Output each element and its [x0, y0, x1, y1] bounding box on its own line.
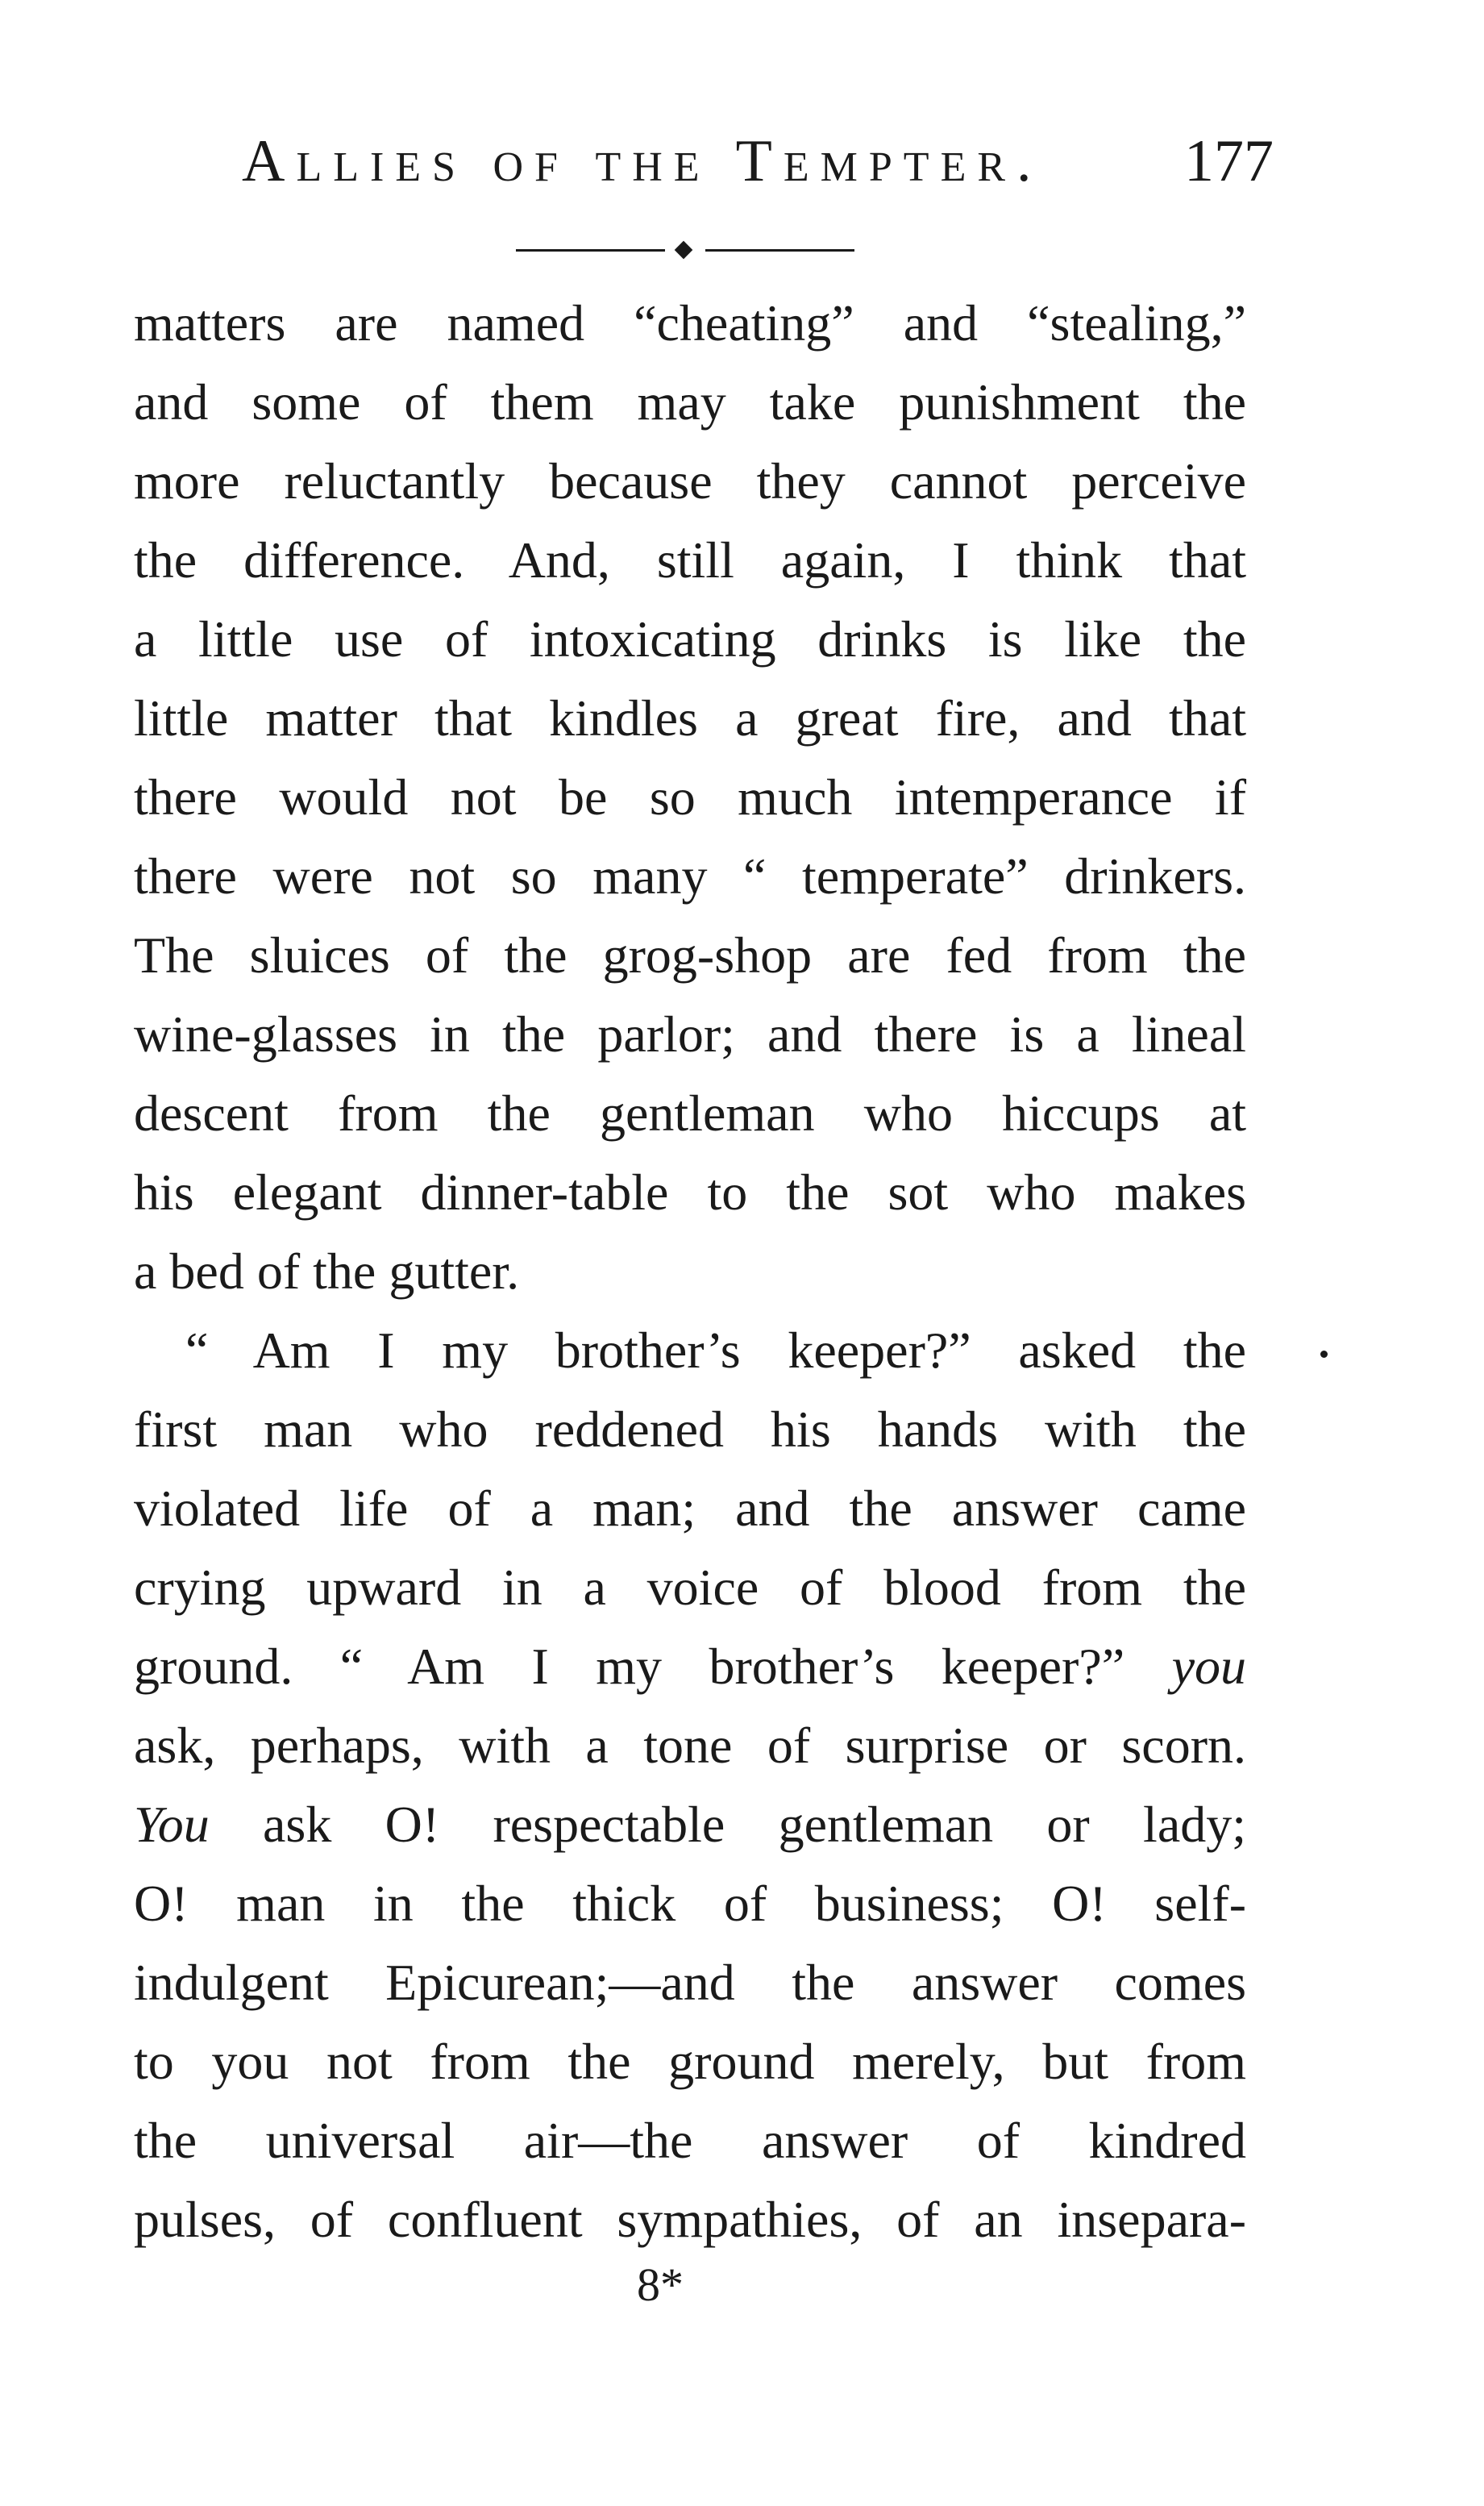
text-line: descent from the gentleman who hiccups at	[134, 1084, 1246, 1142]
text-line: his elegant dinner-table to the sot who makes	[134, 1164, 1246, 1221]
signature-mark: 8*	[637, 2258, 684, 2311]
running-title: Allies of the Tempter.	[242, 128, 1043, 194]
text-line: there were not so many “ temperate” drinkers.	[134, 847, 1246, 905]
text-line: a little use of intoxicating drinks is like the	[134, 610, 1246, 668]
text-line: more reluctantly because they cannot perceive	[134, 452, 1246, 510]
text-line: and some of them may take punishment the	[134, 373, 1246, 431]
print-speck	[1320, 1351, 1328, 1358]
body-text	[134, 284, 1246, 2259]
page-number: 177	[1184, 128, 1274, 194]
paragraph-start-line: “ Am I my brother’s keeper?” asked the	[185, 1322, 1246, 1379]
rule-ornament-icon	[516, 240, 854, 260]
text-line: first man who reddened his hands with the	[134, 1401, 1246, 1458]
running-head	[242, 127, 1274, 200]
text-line: violated life of a man; and the answer came	[134, 1480, 1246, 1537]
paragraph-end-line: a bed of the gutter.	[134, 1243, 520, 1300]
italic-word: you	[1171, 1638, 1246, 1695]
text-line: ask, perhaps, with a tone of surprise or scorn.	[134, 1717, 1246, 1774]
text-line: The sluices of the grog-shop are fed from the	[134, 926, 1246, 984]
text-line: crying upward in a voice of blood from the	[134, 1559, 1246, 1616]
text-line: there would not be so much intemperance if	[134, 768, 1246, 826]
text-line: pulses, of confluent sympathies, of an insepara-	[134, 2191, 1246, 2248]
text-line: matters are named “cheating” and “stealing,”	[134, 294, 1246, 352]
italic-word: You	[134, 1796, 210, 1853]
ornament-rule-right	[705, 249, 854, 252]
ornament-diamond	[675, 241, 693, 260]
text-line: little matter that kindles a great fire, and that	[134, 689, 1246, 747]
text-line: O! man in the thick of business; O! self-	[134, 1875, 1246, 1932]
text-segment: ask O! respectable gentleman or lady;	[209, 1796, 1246, 1853]
text-line: the difference. And, still again, I think that	[134, 531, 1246, 589]
text-line: the universal air—the answer of kindred	[134, 2112, 1246, 2169]
text-line-with-italic	[134, 1785, 1246, 1864]
text-line-with-italic	[134, 1627, 1246, 1706]
text-line: to you not from the ground merely, but from	[134, 2033, 1246, 2090]
text-line: indulgent Epicurean;—and the answer comes	[134, 1954, 1246, 2011]
text-segment: ground. “ Am I my brother’s keeper?”	[134, 1638, 1172, 1695]
ornament-rule-left	[516, 249, 665, 252]
text-line: wine-glasses in the parlor; and there is a lineal	[134, 1005, 1246, 1063]
